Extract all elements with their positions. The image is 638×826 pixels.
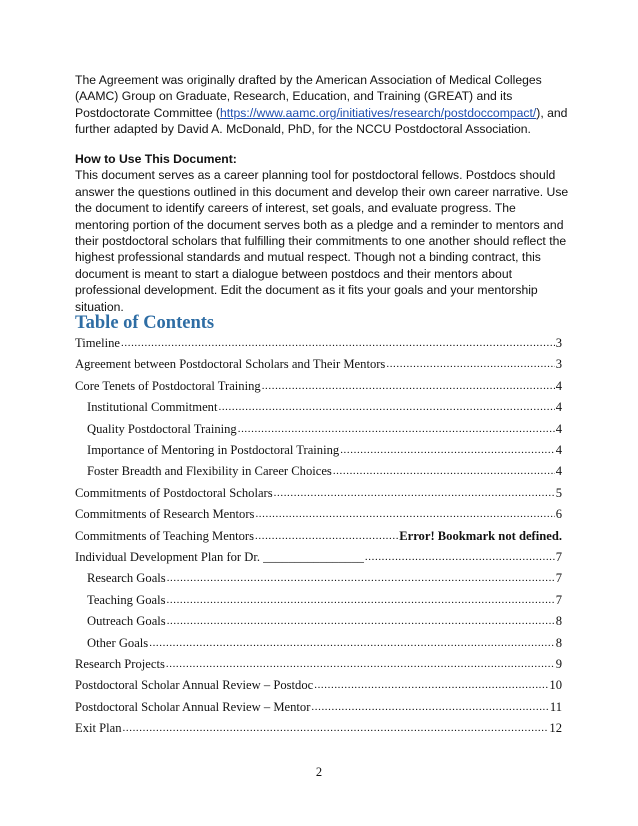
toc-entry[interactable] xyxy=(75,484,562,500)
toc-entry-page-number: 3 xyxy=(555,336,562,350)
toc-entry-label: Teaching Goals xyxy=(87,592,166,607)
toc-entry[interactable] xyxy=(75,377,562,393)
how-to-use-body: This document serves as a career planning tool for postdoctoral fellows. Postdocs should answer the questions outlined in this document and develop their own career narrative. Use the document to identify careers of interest, set goals, and evaluate progress. The mentoring portion of the document serves both as a pledge and a reminder to mentors and their postdoctoral scholars that fulfilling their commitments to one another should reflect the highest professional standards and mutual respect. Though not a binding contract, this document is meant to start a dialogue between postdocs and their mentors about professional development. Edit the document as it fits your goals and your mentorship situation. xyxy=(75,168,569,314)
toc-entry[interactable] xyxy=(75,655,562,671)
toc-entry[interactable] xyxy=(75,548,562,564)
toc-leader-dots xyxy=(311,700,548,714)
toc-entry-page-number: 4 xyxy=(555,421,562,436)
toc-leader-dots xyxy=(123,721,549,735)
toc-leader-dots xyxy=(167,614,555,628)
toc-entry-label: Exit Plan xyxy=(75,721,122,736)
toc-entry[interactable] xyxy=(75,719,562,735)
toc-entry-page-number: 7 xyxy=(555,571,562,586)
how-to-use-title: How to Use This Document: xyxy=(75,152,237,166)
toc-entry-page-number: 6 xyxy=(555,507,562,522)
toc-entry[interactable] xyxy=(87,462,562,478)
toc-entry-page-number: 9 xyxy=(555,657,562,671)
toc-entry-label: Quality Postdoctoral Training xyxy=(87,421,237,436)
toc-entry[interactable] xyxy=(75,676,562,692)
toc-entry-label: Other Goals xyxy=(87,635,149,650)
toc-entry-page-number: 12 xyxy=(549,721,562,736)
toc-entry-page-number: 8 xyxy=(555,614,562,629)
toc-leader-dots xyxy=(167,571,555,585)
toc-entry-label: Commitments of Teaching Mentors xyxy=(75,528,255,543)
toc-leader-dots xyxy=(238,422,555,436)
toc-entry[interactable] xyxy=(75,527,562,543)
toc-entry-page-number: 4 xyxy=(555,378,562,393)
toc-entry-page-number: 7 xyxy=(555,592,562,607)
toc-leader-dots xyxy=(121,336,555,350)
toc-entry-label: Importance of Mentoring in Postdoctoral Training xyxy=(87,443,340,457)
toc-entry-label: Core Tenets of Postdoctoral Training xyxy=(75,378,261,393)
toc-leader-dots xyxy=(314,678,548,692)
toc-entry-label: Individual Development Plan for Dr. ________________ xyxy=(75,550,364,564)
toc-leader-dots xyxy=(386,357,554,371)
toc-entry-label: Postdoctoral Scholar Annual Review – Postdoc xyxy=(75,678,314,693)
toc-entry-page-number: 8 xyxy=(555,635,562,650)
toc-entry-label: Commitments of Research Mentors xyxy=(75,507,255,522)
toc-entry-page-number: Error! Bookmark not defined. xyxy=(399,528,562,543)
toc-entry-page-number: 4 xyxy=(555,443,562,457)
toc-leader-dots xyxy=(167,593,555,607)
toc-entry[interactable] xyxy=(75,334,562,350)
toc-heading: Table of Contents xyxy=(75,313,215,333)
intro-text-after-link: ), and further adapted by David A. McDonald, PhD, for the NCCU Postdoctoral Association. xyxy=(75,105,568,137)
toc-entry-page-number: 10 xyxy=(549,678,562,693)
toc-entry[interactable] xyxy=(87,634,562,650)
toc-entry-page-number: 11 xyxy=(549,699,562,714)
toc-leader-dots xyxy=(166,657,555,671)
toc-entry-label: Institutional Commitment xyxy=(87,400,218,415)
toc-entry[interactable] xyxy=(87,612,562,628)
toc-entry-label: Commitments of Postdoctoral Scholars xyxy=(75,485,273,500)
toc-leader-dots xyxy=(262,379,555,393)
toc-leader-dots xyxy=(365,550,555,564)
toc-entry[interactable] xyxy=(87,591,562,607)
toc-entry-label: Outreach Goals xyxy=(87,614,166,629)
toc-leader-dots xyxy=(218,400,554,414)
toc-entry[interactable] xyxy=(87,420,562,436)
toc-leader-dots xyxy=(255,507,554,521)
toc-entry-page-number: 4 xyxy=(555,400,562,415)
toc-leader-dots xyxy=(149,636,554,650)
toc-leader-dots xyxy=(333,464,555,478)
toc-entry-page-number: 5 xyxy=(555,485,562,500)
toc-entry-label: Timeline xyxy=(75,336,121,350)
toc-entry-label: Research Goals xyxy=(87,571,166,586)
intro-paragraph xyxy=(75,72,570,138)
toc-entry[interactable] xyxy=(75,355,562,371)
toc-entry-page-number: 7 xyxy=(555,550,562,564)
toc-entry[interactable] xyxy=(75,505,562,521)
toc-entry-page-number: 4 xyxy=(555,464,562,479)
toc-entry[interactable] xyxy=(75,698,562,714)
how-to-use-section xyxy=(75,151,570,315)
aamc-postdoc-compact-link[interactable]: https://www.aamc.org/initiatives/research/postdoccompact/ xyxy=(219,105,537,120)
toc-leader-dots xyxy=(274,486,555,500)
page-number: 2 xyxy=(315,765,323,779)
toc-entry[interactable] xyxy=(87,441,562,457)
toc-entry[interactable] xyxy=(87,569,562,585)
toc-entry-label: Agreement between Postdoctoral Scholars and Their Mentors xyxy=(75,357,386,372)
toc-leader-dots xyxy=(340,443,555,457)
toc-entry-label: Research Projects xyxy=(75,657,165,671)
toc-entry[interactable] xyxy=(87,398,562,414)
toc-entry-label: Foster Breadth and Flexibility in Career Choices xyxy=(87,464,332,479)
toc-entry-label: Postdoctoral Scholar Annual Review – Mentor xyxy=(75,699,311,714)
toc-entry-page-number: 3 xyxy=(555,357,562,372)
toc-leader-dots xyxy=(255,529,398,543)
intro-text-before-link: The Agreement was originally drafted by the American Association of Medical Colleges (AAMC) Group on Graduate, Research, Education, and Training (GREAT) and its Postdoctorate Committee ( xyxy=(75,73,542,120)
